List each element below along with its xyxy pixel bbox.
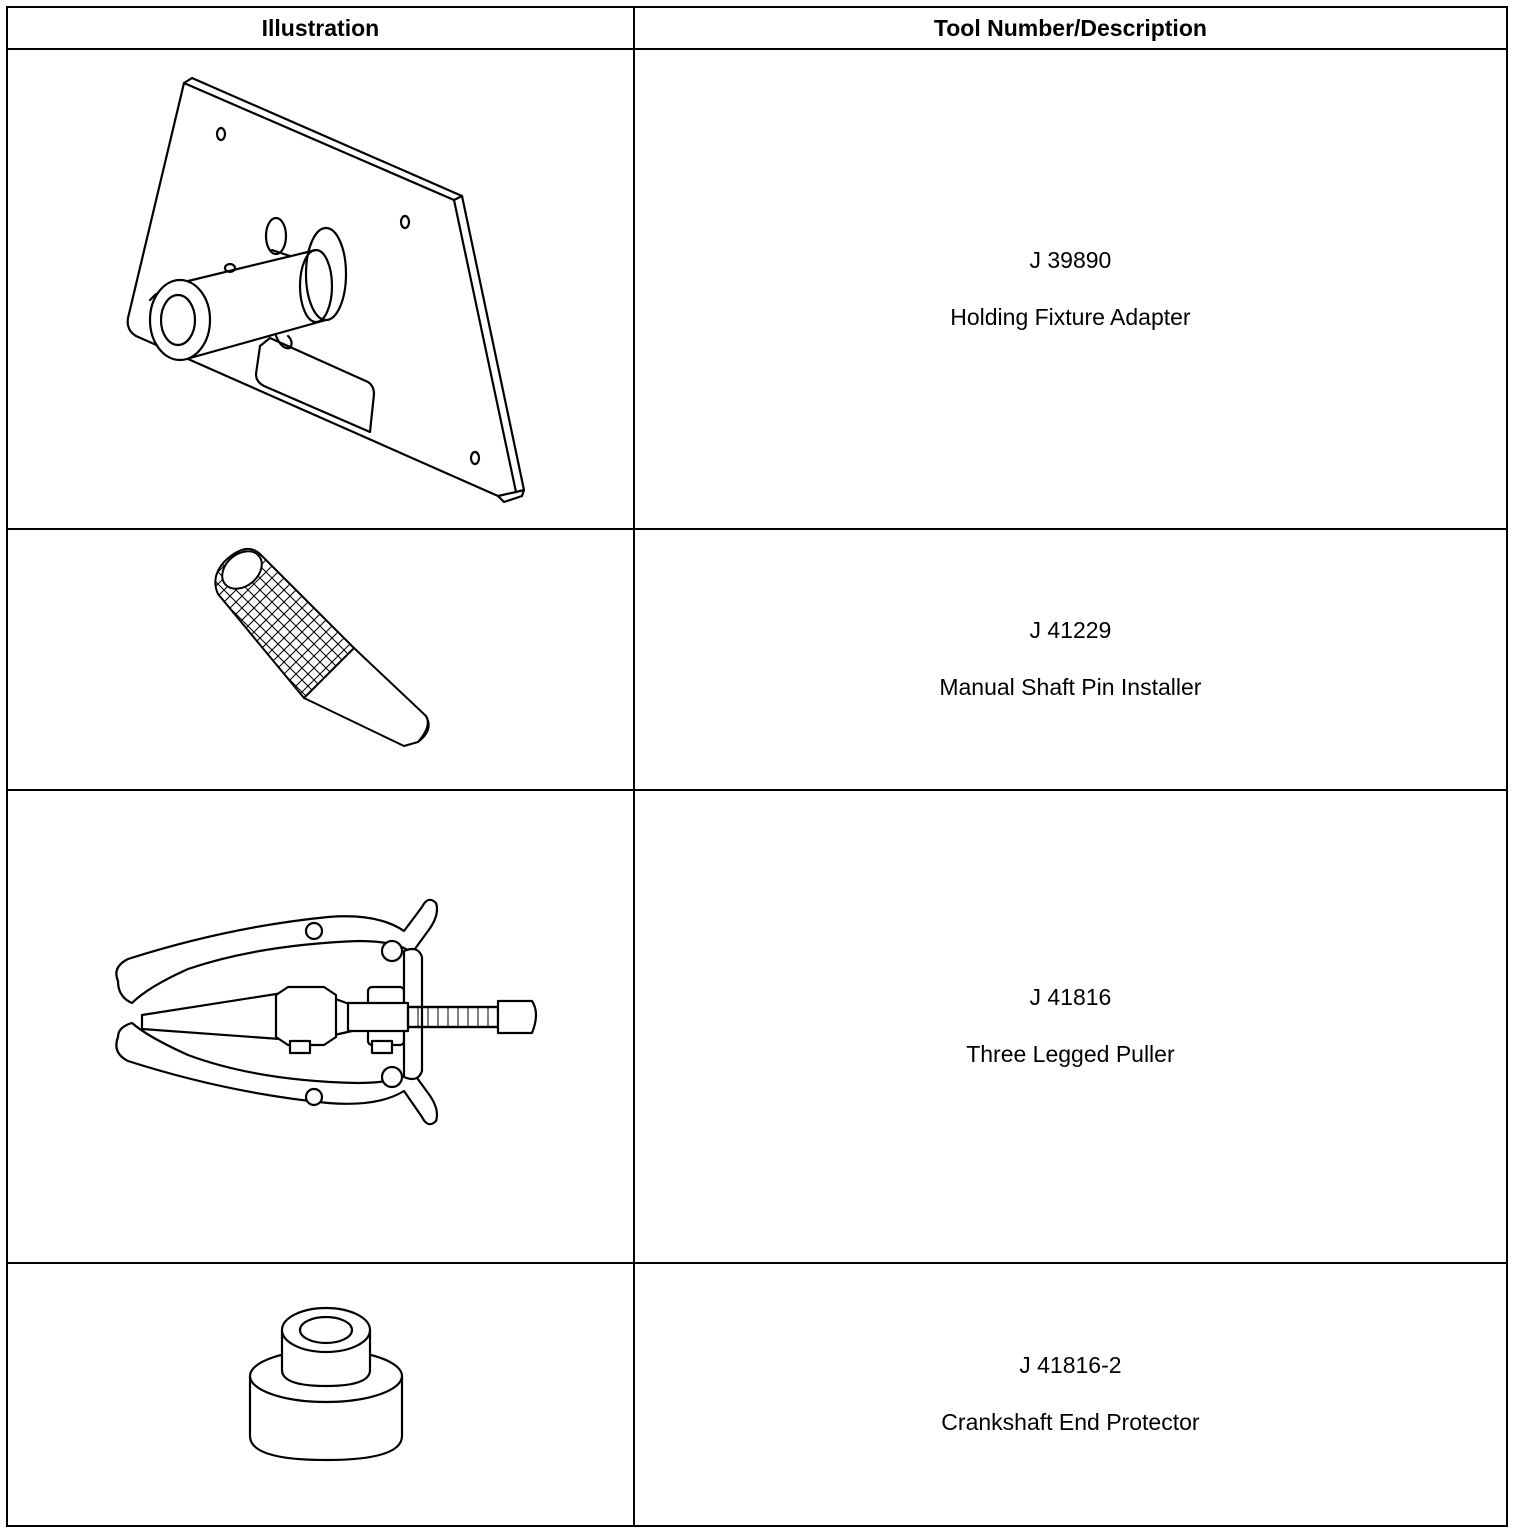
tool-description-cell [634,49,1507,529]
table-row [7,529,1507,790]
holding-fixture-adapter-illustration [8,50,634,528]
column-header-illustration: Illustration [7,7,634,49]
tool-description-cell [634,529,1507,790]
illustration-cell [7,1263,634,1526]
tool-number: J 41229 [1029,617,1112,644]
three-legged-puller-illustration [8,791,634,1262]
tool-description: Holding Fixture Adapter [950,303,1191,330]
illustration-cell [7,49,634,529]
tool-description: Three Legged Puller [966,1041,1175,1068]
illustration-cell [7,790,634,1263]
illustration-cell [7,529,634,790]
crankshaft-end-protector-illustration [8,1264,634,1526]
tool-description: Manual Shaft Pin Installer [939,674,1202,701]
tool-number: J 39890 [1029,246,1112,273]
tool-number: J 41816-2 [1019,1352,1122,1379]
table-row [7,1263,1507,1526]
table-row [7,790,1507,1263]
table-header-row [7,7,1507,49]
column-header-tool: Tool Number/Description [634,7,1507,49]
tool-description-cell [634,1263,1507,1526]
tool-description: Crankshaft End Protector [941,1409,1200,1436]
table-row [7,49,1507,529]
tool-description-cell [634,790,1507,1263]
tool-number: J 41816 [1029,984,1112,1011]
manual-shaft-pin-installer-illustration [8,530,634,790]
special-tools-table [6,6,1508,1527]
